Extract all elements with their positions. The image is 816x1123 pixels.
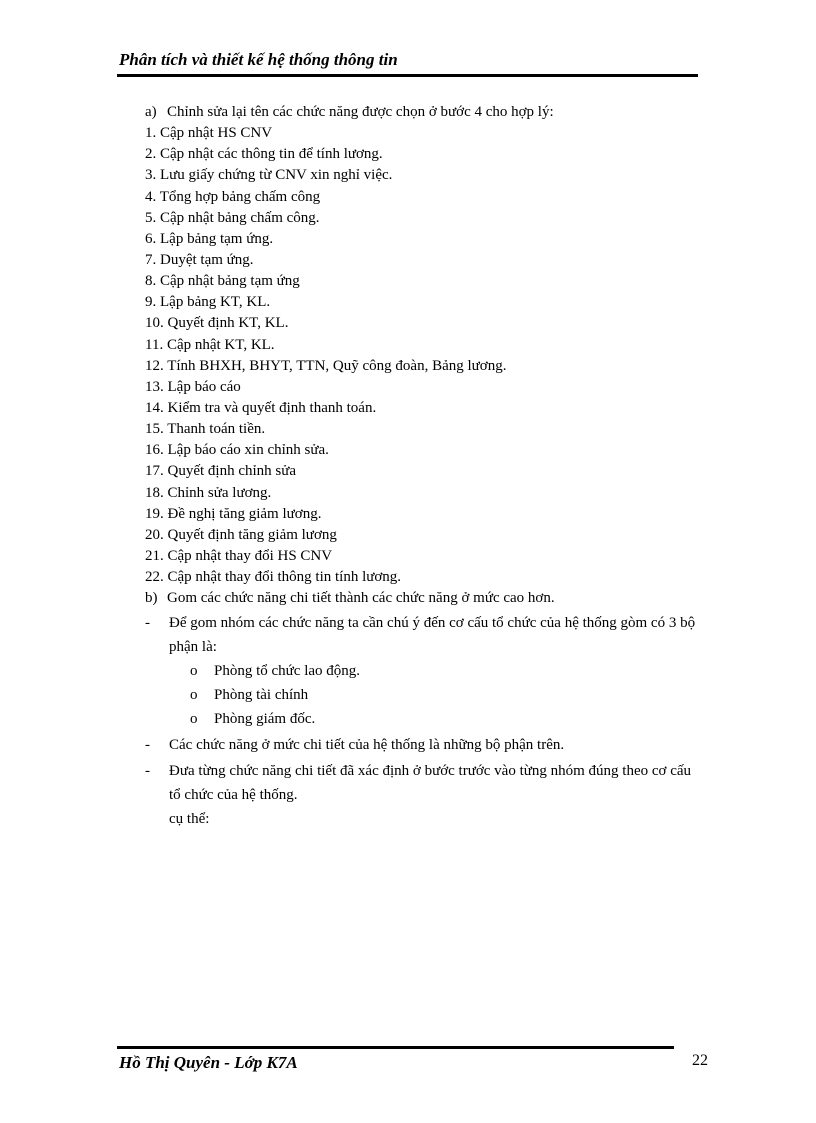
section-b-text: Gom các chức năng chi tiết thành các chức năng ở mức cao hơn. xyxy=(167,590,555,607)
dash-marker: - xyxy=(145,615,150,632)
function-item: 20. Quyết định tăng giảm lương xyxy=(145,526,337,543)
circle-bullet-icon: o xyxy=(190,687,198,704)
function-list xyxy=(145,123,705,588)
function-item: 9. Lập bảng KT, KL. xyxy=(145,294,271,311)
department-label: Phòng giám đốc. xyxy=(214,711,316,728)
function-item: 22. Cập nhật thay đổi thông tin tính lương. xyxy=(145,569,402,586)
dash-marker: - xyxy=(145,737,150,754)
function-item: 16. Lập báo cáo xin chỉnh sửa. xyxy=(145,442,329,459)
function-item: 1. Cập nhật HS CNV xyxy=(145,125,273,142)
page-header-title: Phân tích và thiết kế hệ thống thông tin xyxy=(119,50,398,69)
section-a-label: a) xyxy=(145,104,157,120)
department-label: Phòng tài chính xyxy=(214,687,309,704)
document-body xyxy=(145,102,705,831)
function-item: 4. Tổng hợp bảng chấm công xyxy=(145,188,321,205)
bullet-item xyxy=(145,759,705,831)
section-b-heading xyxy=(145,588,705,609)
circle-bullet-icon: o xyxy=(190,711,198,728)
bullet-item xyxy=(145,733,705,757)
section-a-heading xyxy=(145,102,705,123)
function-item: 3. Lưu giấy chứng từ CNV xin nghỉ việc. xyxy=(145,167,393,184)
footer-rule xyxy=(117,1046,674,1049)
function-item: 8. Cập nhật bảng tạm ứng xyxy=(145,273,300,290)
bullet-item xyxy=(145,611,705,659)
department-item xyxy=(145,707,705,731)
circle-bullet-icon: o xyxy=(190,663,198,680)
dash-marker: - xyxy=(145,763,150,780)
bullet-text: Đưa từng chức năng chi tiết đã xác định ở bước trước vào từng nhóm đúng theo cơ cấu tổ chức của hệ thống. xyxy=(169,763,692,804)
function-item: 6. Lập bảng tạm ứng. xyxy=(145,230,274,247)
header-rule xyxy=(117,74,698,77)
section-a-text: Chỉnh sửa lại tên các chức năng được chọn ở bước 4 cho hợp lý: xyxy=(167,104,554,120)
department-item xyxy=(145,659,705,683)
function-item: 13. Lập báo cáo xyxy=(145,378,241,395)
department-list xyxy=(145,659,705,731)
function-item: 15. Thanh toán tiền. xyxy=(145,421,266,438)
section-b-label: b) xyxy=(145,590,158,607)
function-item: 7. Duyệt tạm ứng. xyxy=(145,251,254,268)
function-item: 21. Cập nhật thay đổi HS CNV xyxy=(145,547,333,564)
department-item xyxy=(145,683,705,707)
function-item: 10. Quyết định KT, KL. xyxy=(145,315,289,332)
function-item: 12. Tính BHXH, BHYT, TTN, Quỹ công đoàn, Bảng lương. xyxy=(145,357,507,374)
function-item: 18. Chỉnh sửa lương. xyxy=(145,484,272,501)
function-item: 14. Kiểm tra và quyết định thanh toán. xyxy=(145,399,377,416)
function-item: 5. Cập nhật bảng chấm công. xyxy=(145,209,320,226)
closing-text: cụ thể: xyxy=(169,811,210,828)
function-item: 11. Cập nhật KT, KL. xyxy=(145,336,275,353)
function-item: 2. Cập nhật các thông tin để tính lương. xyxy=(145,146,383,163)
footer-author: Hồ Thị Quyên - Lớp K7A xyxy=(119,1053,298,1072)
function-item: 19. Đề nghị tăng giảm lương. xyxy=(145,505,322,522)
bullet-text: Để gom nhóm các chức năng ta cần chú ý đến cơ cấu tổ chức của hệ thống gòm có 3 bộ phận là: xyxy=(169,615,696,656)
department-label: Phòng tổ chức lao động. xyxy=(214,663,361,680)
page-number: 22 xyxy=(692,1052,708,1069)
bullet-text: Các chức năng ở mức chi tiết của hệ thống là những bộ phận trên. xyxy=(169,737,565,754)
function-item: 17. Quyết định chỉnh sửa xyxy=(145,463,297,480)
